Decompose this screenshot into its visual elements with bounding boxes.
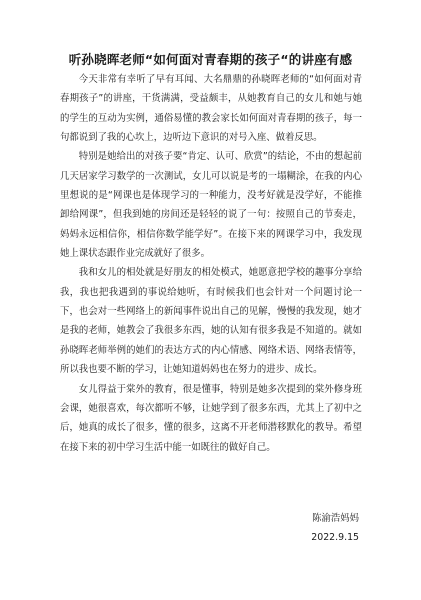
paragraph-4: 女儿得益于棠外的教育，很是懂事，特别是她多次提到的棠外修身班会课，她很喜欢，每次都听不够，让她学到了很多东西，尤其上了初中之后，她真的成长了很多，懂的很多，这离不开老师潜移默化的教导。希望在接下来的初中学习生活中能一如既往的做好自己。	[60, 383, 362, 453]
signature-date: 2022.9.15	[311, 532, 359, 544]
document-body	[60, 70, 362, 457]
paragraph-3: 我和女儿的相处就是好朋友的相处模式，她愿意把学校的趣事分享给我，我也把我遇到的事说给她听，有时候我们也会针对一个问题讨论一下，也会对一些网络上的新闻事件说出自己的见解，慢慢的我发现，她才是我的老师，她教会了我很多东西，她的认知有很多我是不知道的。就如孙晓晖老师举例的她们的表达方式的内心情感、网络术语、网络表情等，所以我也要不断的学习，让她知道妈妈也在努力的进步、成长。	[60, 267, 362, 376]
signature-block	[311, 509, 359, 548]
paragraph-1: 今天非常有幸听了早有耳闻、大名鼎鼎的孙晓晖老师的“如何面对青春期孩子”的讲座，干货满满，受益颇丰，从她教育自己的女儿和她与她的学生的互动为实例，通俗易懂的教会家长如何面对青春期的孩子，每一句都说到了我的心坎上，边听边下意识的对号入座、做着反思。	[60, 74, 362, 144]
signature-name: 陈渝浩妈妈	[312, 513, 359, 524]
paragraph-2: 特别是她给出的对孩子要“肯定、认可、欣赏”的结论，不由的想起前几天居家学习数学的一次测试，女儿可以说是考的一塌糊涂，在我的内心里想说的是“网课也是体现学习的一种能力，没考好就是没学好，不能推卸给网课”，但我到她的房间还是轻轻的说了一句：按照自己的节奏走，妈妈永远相信你，相信你数学能学好”。在接下来的网课学习中，我发现她上课状态跟作业完成就好了很多。	[60, 151, 362, 260]
document-title: 听孙晓晖老师“如何面对青春期的孩子“的讲座有感	[68, 52, 353, 67]
